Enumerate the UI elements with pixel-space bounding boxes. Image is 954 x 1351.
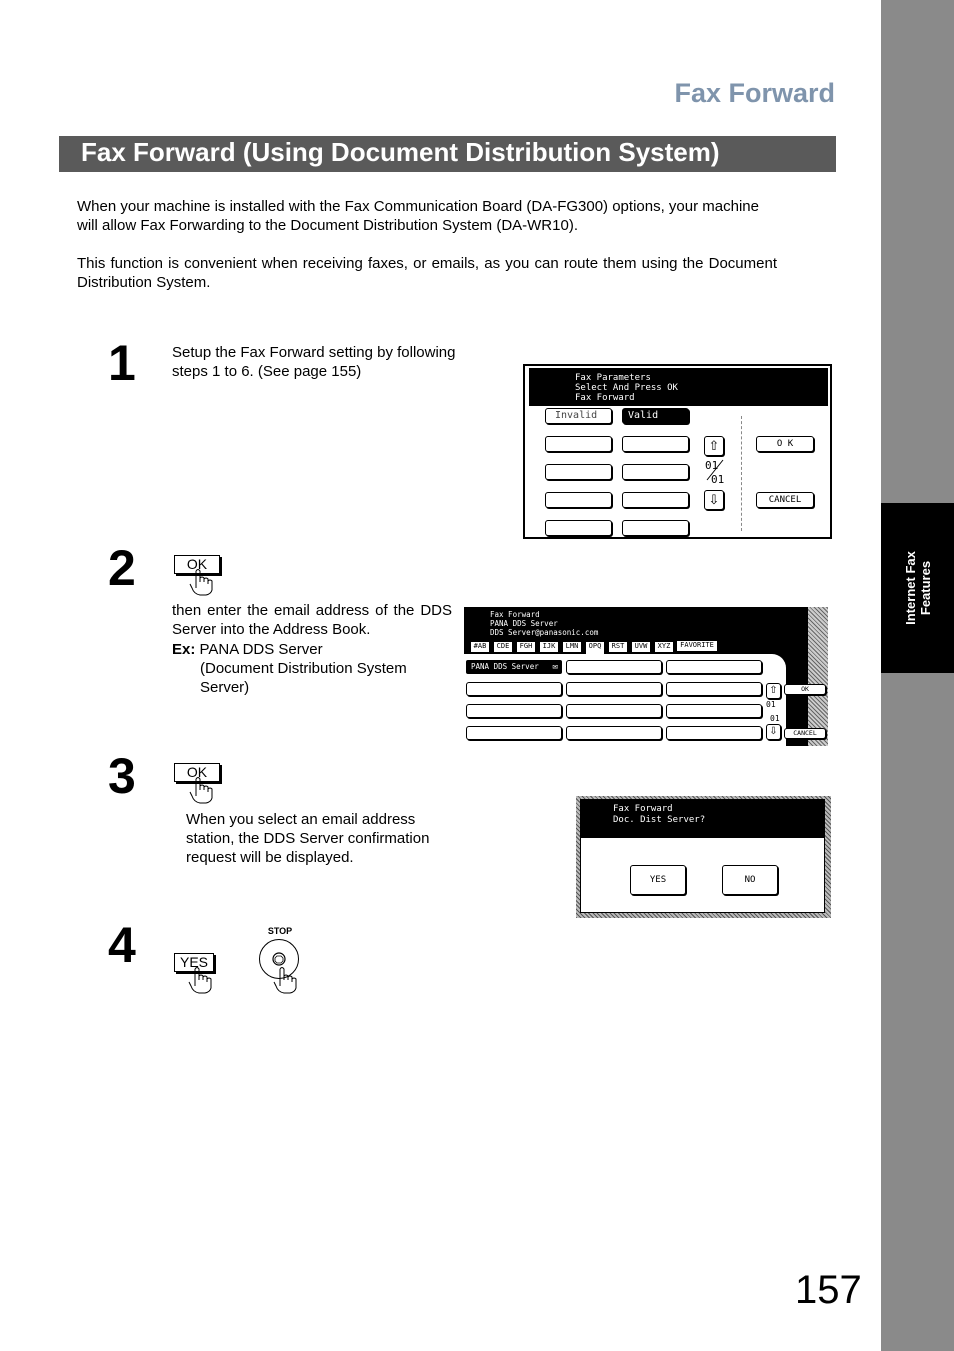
example-note: (Document Distribution System Server) bbox=[200, 660, 407, 696]
intro-paragraph-2: This function is convenient when receiving faxes, or emails, as you can route them using the Document Distribution System. bbox=[77, 255, 777, 291]
tab-cde[interactable]: CDE bbox=[493, 641, 513, 653]
tab-xyz[interactable]: XYZ bbox=[654, 641, 674, 653]
no-button[interactable]: NO bbox=[722, 865, 778, 895]
step-1-text: Setup the Fax Forward setting by following steps 1 to 6. (See page 155) bbox=[172, 344, 456, 380]
empty-button[interactable] bbox=[566, 726, 662, 740]
step-2-example bbox=[172, 640, 452, 659]
screen-edge bbox=[808, 607, 828, 746]
empty-button[interactable] bbox=[545, 436, 612, 452]
yes-key[interactable]: YES bbox=[174, 953, 214, 972]
tab-ab[interactable]: #AB bbox=[470, 641, 490, 653]
tab-lmn[interactable]: LMN bbox=[562, 641, 582, 653]
lcd-inner bbox=[580, 799, 825, 913]
finger-press-icon bbox=[188, 568, 216, 596]
page-total: 01 bbox=[770, 714, 780, 723]
intro-paragraph-1: When your machine is installed with the Fax Communication Board (DA-FG300) options, your machine will allow Fax Forwarding to the Document Distribution System (DA-WR10). bbox=[77, 198, 759, 234]
empty-button[interactable] bbox=[622, 520, 689, 536]
tab-favorite[interactable]: FAVORITE bbox=[676, 640, 718, 652]
page-title: Fax Forward (Using Document Distribution System) bbox=[81, 137, 720, 167]
finger-press-icon bbox=[272, 966, 302, 996]
lcd-screen-fax-parameters bbox=[523, 364, 832, 539]
lcd-header-line: PANA DDS Server bbox=[490, 619, 558, 628]
ok-button[interactable]: OK bbox=[784, 684, 826, 695]
step-number: 3 bbox=[108, 748, 136, 804]
tab-uvw[interactable]: UVW bbox=[631, 641, 651, 653]
tab-opq[interactable]: OPQ bbox=[585, 641, 605, 655]
valid-option-button[interactable]: Valid bbox=[622, 408, 689, 424]
empty-button[interactable] bbox=[566, 660, 662, 674]
empty-button[interactable] bbox=[622, 464, 689, 480]
cancel-button[interactable]: CANCEL bbox=[784, 728, 826, 739]
empty-button[interactable] bbox=[666, 682, 762, 696]
empty-button[interactable] bbox=[466, 726, 562, 740]
step-number: 4 bbox=[108, 917, 136, 973]
example-label: Ex: bbox=[172, 641, 196, 658]
empty-button[interactable] bbox=[545, 464, 612, 480]
email-icon: ✉ bbox=[552, 662, 558, 672]
yes-button[interactable]: YES bbox=[630, 865, 686, 895]
tab-rst[interactable]: RST bbox=[608, 641, 628, 653]
lcd-header-line: Fax Forward bbox=[575, 393, 635, 403]
address-entry-button[interactable] bbox=[466, 660, 562, 674]
tab-fgh[interactable]: FGH bbox=[516, 641, 536, 653]
lcd-screen-address-book bbox=[464, 607, 828, 746]
lcd-header bbox=[529, 368, 828, 406]
tab-ijk[interactable]: IJK bbox=[539, 641, 559, 653]
ok-key[interactable]: OK bbox=[174, 555, 220, 574]
empty-button[interactable] bbox=[666, 660, 762, 674]
chapter-tab-line2: Features bbox=[917, 560, 933, 616]
lcd-header-line: Doc. Dist Server? bbox=[613, 815, 706, 825]
step-number: 1 bbox=[108, 335, 136, 391]
title-bar bbox=[59, 136, 836, 172]
cancel-button[interactable]: CANCEL bbox=[756, 492, 814, 508]
lcd-header bbox=[490, 610, 598, 637]
empty-button[interactable] bbox=[622, 436, 689, 452]
empty-button[interactable] bbox=[622, 492, 689, 508]
step-2-text: then enter the email address of the DDS Server into the Address Book. bbox=[172, 602, 452, 638]
lcd-header-line: Fax Parameters bbox=[575, 373, 651, 383]
finger-press-icon bbox=[188, 776, 216, 804]
page-current: 01 bbox=[766, 700, 776, 709]
empty-button[interactable] bbox=[666, 704, 762, 718]
ok-key[interactable]: OK bbox=[174, 763, 220, 782]
page-number: 157 bbox=[795, 1268, 862, 1312]
arrow-up-icon[interactable]: ⇧ bbox=[704, 436, 724, 456]
finger-press-icon bbox=[187, 966, 215, 994]
stop-icon bbox=[272, 952, 286, 966]
empty-button[interactable] bbox=[466, 682, 562, 696]
lcd-header-line: DDS Server@panasonic.com bbox=[490, 628, 599, 637]
arrow-up-icon[interactable]: ⇧ bbox=[766, 683, 781, 699]
lcd-header-line: Select And Press OK bbox=[575, 383, 678, 393]
step-3-text: When you select an email address station, the DDS Server confirmation request will be displayed. bbox=[186, 811, 430, 866]
step-number: 2 bbox=[108, 540, 136, 596]
divider bbox=[741, 416, 742, 531]
address-entry-label: PANA DDS Server bbox=[471, 662, 539, 671]
arrow-down-icon[interactable]: ⇩ bbox=[704, 490, 724, 510]
empty-button[interactable] bbox=[566, 704, 662, 718]
lcd-header-line: Fax Forward bbox=[613, 804, 673, 814]
page-total: 01 bbox=[711, 473, 725, 486]
chapter-tab bbox=[881, 503, 954, 673]
empty-button[interactable] bbox=[666, 726, 762, 740]
side-strip bbox=[881, 0, 954, 1351]
empty-button[interactable] bbox=[545, 520, 612, 536]
invalid-option-button[interactable]: Invalid bbox=[545, 408, 612, 424]
lcd-screen-confirm bbox=[576, 796, 831, 918]
stop-key-label: STOP bbox=[267, 926, 293, 936]
chapter-tab-line1: Internet Fax bbox=[902, 551, 918, 625]
section-heading: Fax Forward bbox=[674, 78, 835, 108]
example-value: PANA DDS Server bbox=[199, 641, 323, 658]
page-current: 01 bbox=[705, 459, 719, 472]
empty-button[interactable] bbox=[466, 704, 562, 718]
empty-button[interactable] bbox=[545, 492, 612, 508]
empty-button[interactable] bbox=[566, 682, 662, 696]
lcd-header bbox=[581, 800, 824, 838]
ok-button[interactable]: O K bbox=[756, 436, 814, 452]
arrow-down-icon[interactable]: ⇩ bbox=[766, 724, 781, 740]
lcd-header-line: Fax Forward bbox=[490, 610, 540, 619]
